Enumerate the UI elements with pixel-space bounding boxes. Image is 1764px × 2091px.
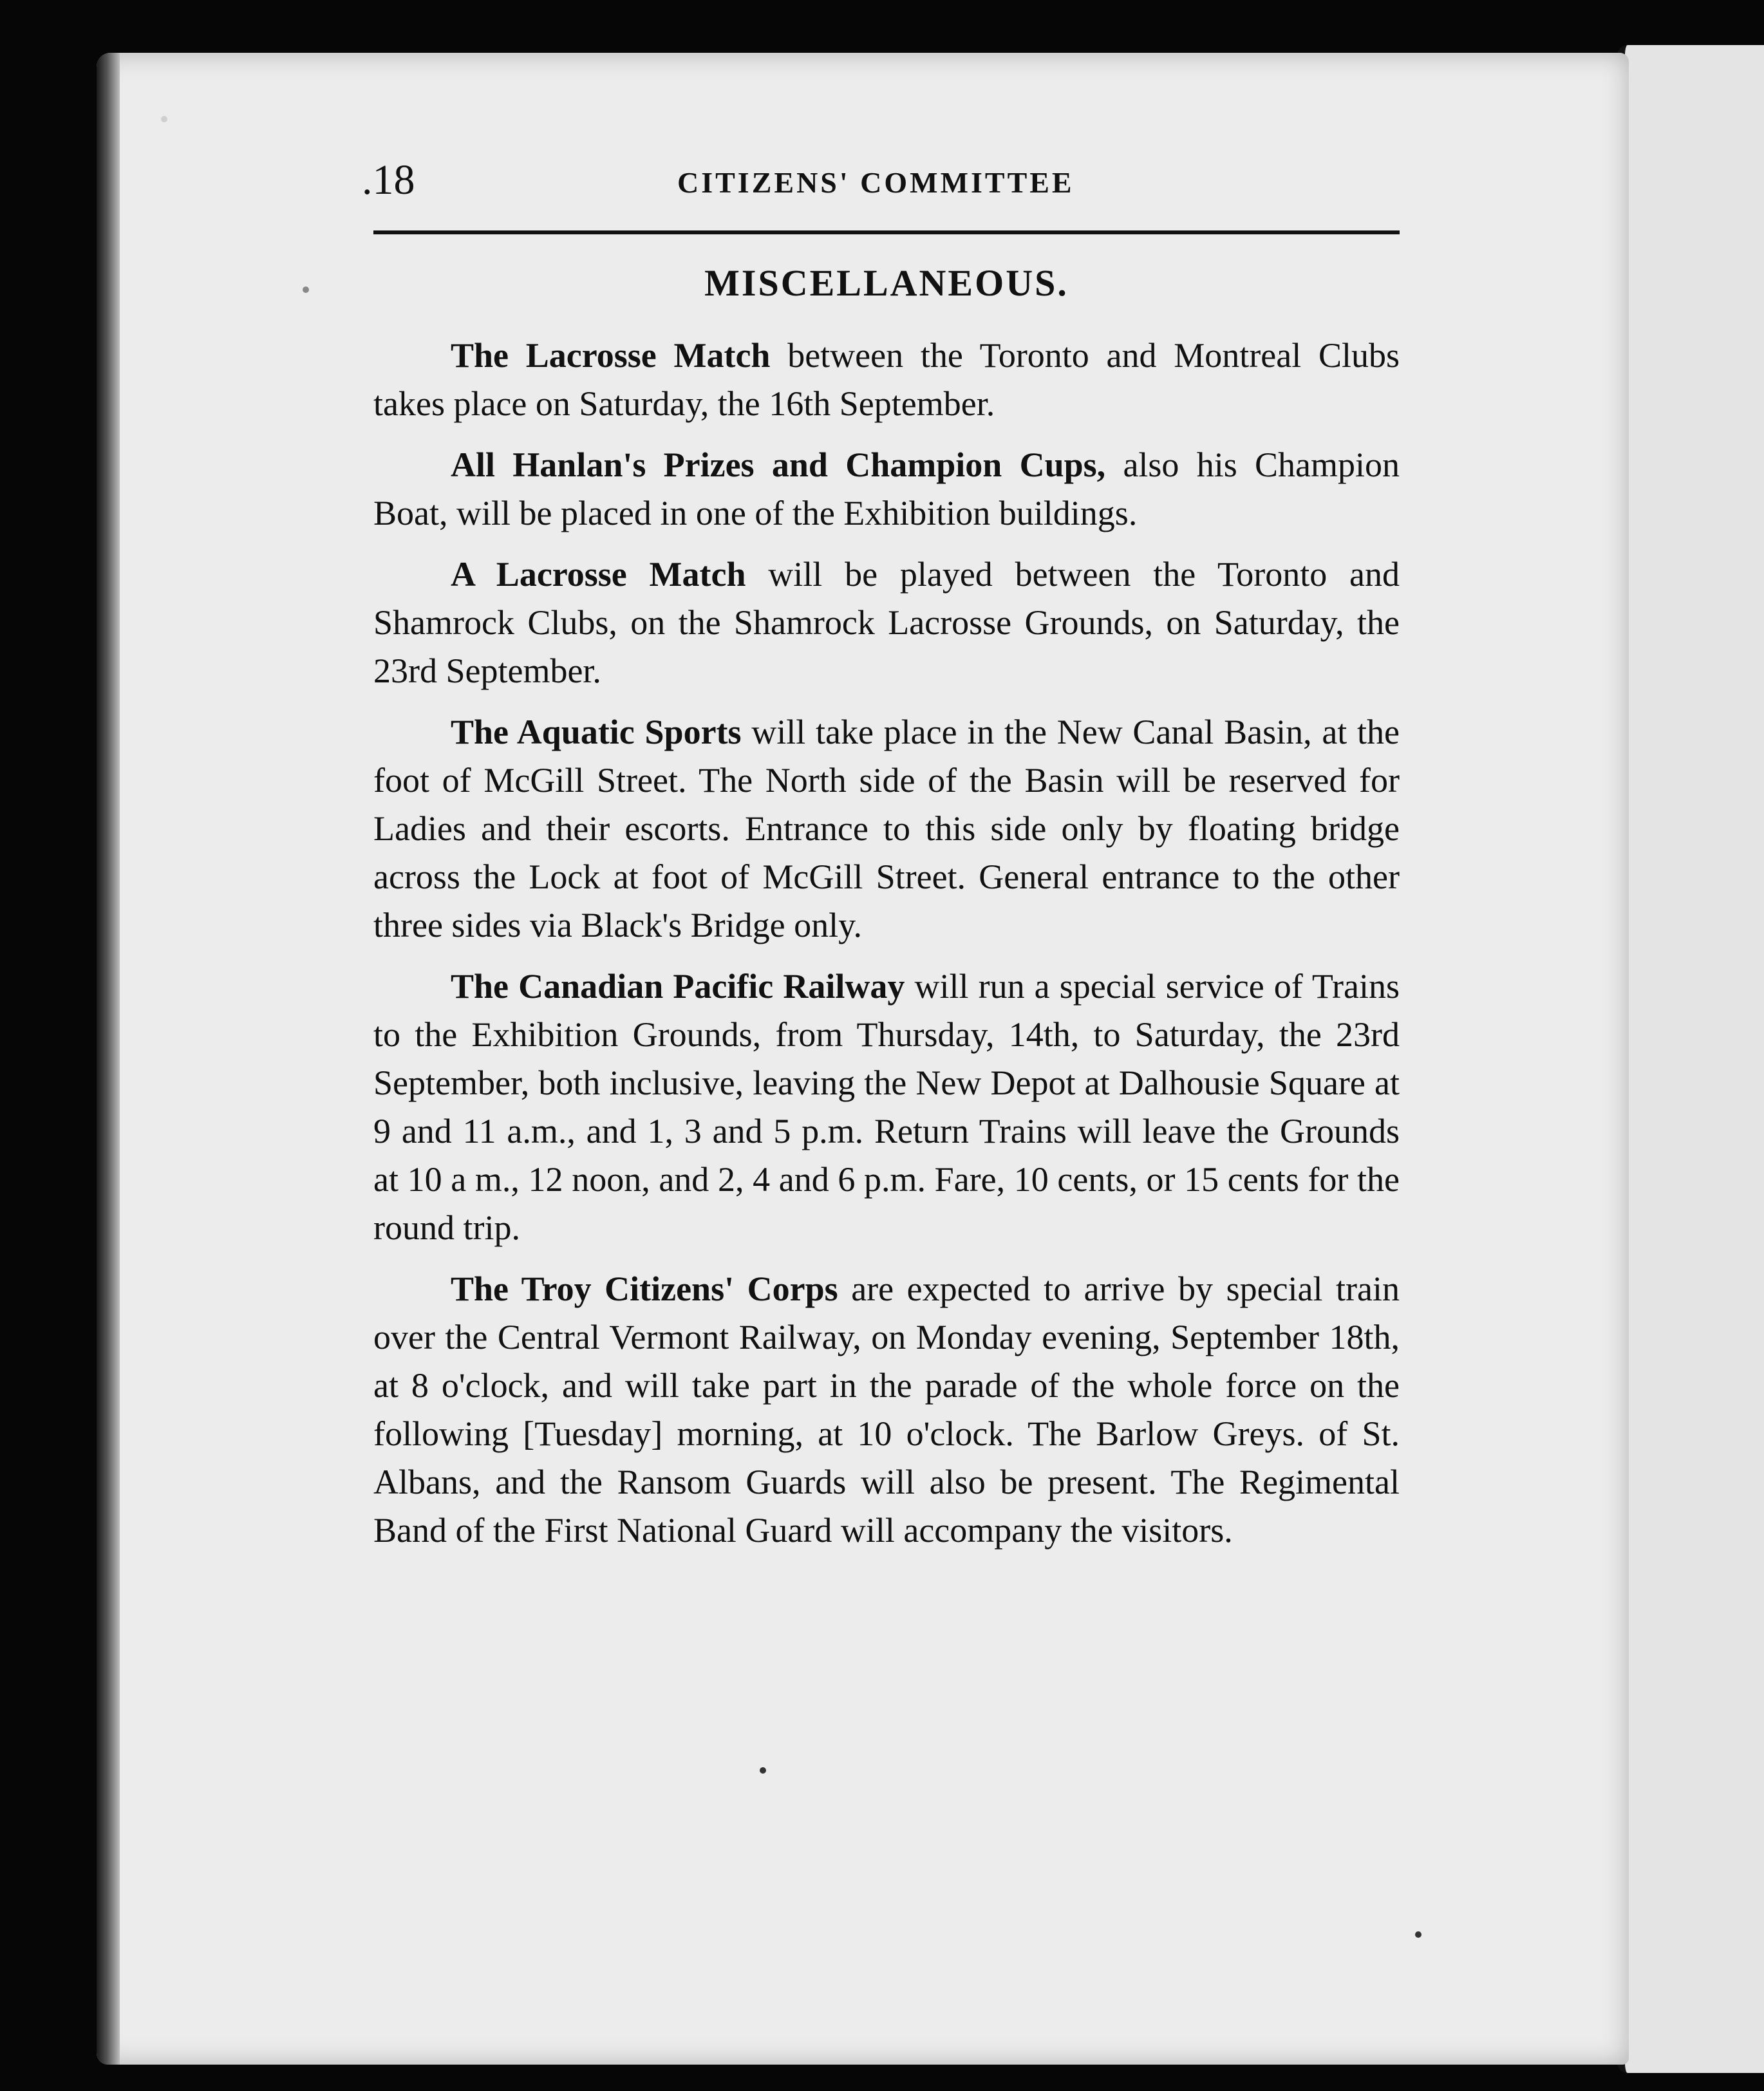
facing-page-edge [1617, 45, 1764, 2073]
paragraph-lead: The Troy Citizens' Corps [451, 1270, 838, 1308]
running-head: CITIZENS' COMMITTEE [677, 166, 1074, 199]
paragraph-text: between the Toronto and Montreal Clubs takes place on Saturday, the 16th September. [373, 336, 1400, 423]
paragraph-text: will run a special service of Trains to the Exhibition Grounds, from Thursday, 14th, to Saturday, the 23rd September, both inclusive, leaving the New Depot at Dalhousie Square at 9 and 11 a.m., and 1, 3 and 5 p.m. Return Trains will leave the Grounds at 10 a m., 12 noon, and 2, 4 and 6 p.m. Fare, 10 cents, or 15 cents for the round trip. [373, 967, 1400, 1247]
paragraph-text: will take place in the New Canal Basin, at the foot of McGill Street. The North side of the Basin will be reserved for Ladies and their escorts. Entrance to this side only by floating bridge across the Lock at foot of McGill Street. General entrance to the other three sides via Black's Bridge only. [373, 713, 1400, 944]
scan-speck [760, 1767, 766, 1774]
paragraph-lead: The Canadian Pacific Railway [451, 967, 905, 1006]
paragraph-lead: The Aquatic Sports [451, 713, 742, 751]
paragraph-lead: The Lacrosse Match [451, 336, 771, 375]
paragraph-hanlan-prizes [373, 441, 1400, 538]
scan-speck [161, 116, 167, 122]
scan-speck [303, 286, 309, 293]
paragraph-lead: A Lacrosse Match [451, 555, 746, 594]
header-rule [373, 230, 1400, 234]
paragraph-troy-citizens-corps [373, 1265, 1400, 1555]
page-number: .18 [362, 156, 415, 203]
paragraph-text: are expected to arrive by special train over the Central Vermont Railway, on Monday evening, September 18th, at 8 o'clock, and will take part in the parade of the whole force on the following [Tuesday] morning, at 10 o'clock. The Barlow Greys. of St. Albans, and the Ransom Guards will also be present. The Regimental Band of the First National Guard will accompany the visitors. [373, 1270, 1400, 1550]
page-header [362, 155, 1398, 225]
paragraph-text: will be played between the Toronto and Shamrock Clubs, on the Shamrock Lacrosse Grounds, on Saturday, the 23rd September. [373, 555, 1400, 690]
paragraph-aquatic-sports [373, 708, 1400, 950]
body-text [373, 332, 1400, 1568]
paragraph-lead: All Hanlan's Prizes and Champion Cups, [451, 445, 1106, 484]
paragraph-lacrosse-toronto-montreal [373, 332, 1400, 428]
page-spine-shadow [97, 53, 120, 2065]
section-title: MISCELLANEOUS. [704, 262, 1069, 304]
paragraph-lacrosse-shamrock [373, 550, 1400, 695]
paragraph-canadian-pacific [373, 962, 1400, 1252]
scan-speck [1415, 1931, 1422, 1938]
paragraph-text: also his Champion Boat, will be placed in one of the Exhibition buildings. [373, 445, 1400, 532]
